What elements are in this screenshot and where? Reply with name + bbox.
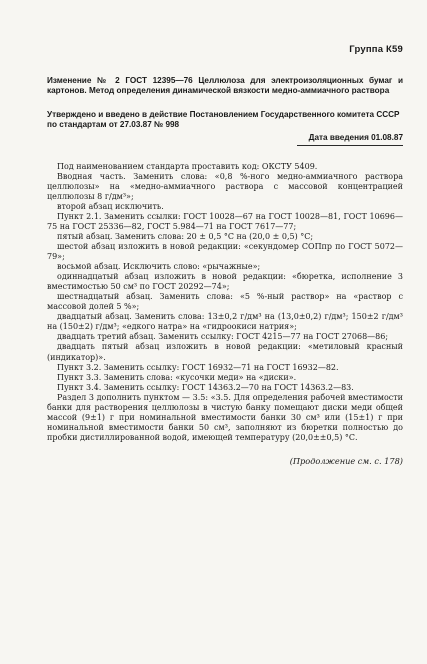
paragraph: Пункт 3.3. Заменить слова: «кусочки меди» на «диски». [57,372,297,382]
paragraph: Пункт 3.4. Заменить ссылку: ГОСТ 14363.2—70 на ГОСТ 14363.2—83. [57,382,354,392]
paragraph: двадцать пятый абзац изложить в новой редакции: «метиловый красный (индикатор)». [47,342,403,362]
divider-line [297,145,403,146]
paragraph: Пункт 2.1. Заменить ссылки: ГОСТ 10028—67 на ГОСТ 10028—81, ГОСТ 10696—75 на ГОСТ 25336—82, ГОСТ 5.984—71 на ГОСТ 7617—77; [47,211,403,231]
continuation-note: (Продолжение см. с. 178) [289,455,403,466]
amendment-body [47,162,403,443]
paragraph: шестой абзац изложить в новой редакции: «секундомер СОПпр по ГОСТ 5072—79»; [47,242,403,262]
amendment-title: Изменение № 2 ГОСТ 12395—76 Целлюлоза для электроизоляционных бумаг и картонов. Метод определения динамической вязкости медно-аммиачного раствора [47,76,403,96]
paragraph: двадцать третий абзац. Заменить ссылку: ГОСТ 4215—77 на ГОСТ 27068—86; [57,332,389,342]
approval-statement: Утверждено и введено в действие Постановлением Государственного комитета СССР по стандартам от 27.03.87 № 998 [47,109,400,130]
paragraph: Пункт 3.2. Заменить ссылку: ГОСТ 16932—71 на ГОСТ 16932—82. [57,362,339,372]
paragraph: Вводная часть. Заменить слова: «0,8 %-ного медно-аммиачного раствора целлюлозы» на «медно-аммиачного раствора с массовой концентрацией целлюлозы 8 г/дм³»; [47,171,403,201]
paragraph: Раздел 3 дополнить пунктом — 3.5: «3.5. Для определения рабочей вместимости банки для растворения целлюлозы в чистую банку помещают диски меди общей массой (9±1) г при номинальной вместимости банки 30 см³ или (15±1) г при номинальной вместимости банки 50 см³, заполняют из бюретки полностью до пробки дистиллированной водой, имеющей температуру (20,0±±0,5) °С. [47,392,403,442]
paragraph: второй абзац исключить. [57,201,164,211]
introduction-date: Дата введения 01.08.87 [308,132,403,142]
paragraph: Под наименованием стандарта проставить код: ОКСТУ 5409. [57,161,318,171]
paragraph: одиннадцатый абзац изложить в новой редакции: «бюретка, исполнение 3 вместимостью 50 см³ по ГОСТ 20292—74»; [47,272,403,292]
group-label: Группа К59 [349,44,403,55]
paragraph: пятый абзац. Заменить слова: 20 ± 0,5 °С на (20,0 ± 0,5) °С; [57,231,314,241]
paragraph: двадцатый абзац. Заменить слова: 13±0,2 г/дм³ на (13,0±0,2) г/дм³; 150±2 г/дм³ на (150±2) г/дм³; «едкого натра» на «гидроокиси натрия»; [47,312,403,332]
paragraph: восьмой абзац. Исключить слово: «рычажные»; [57,262,261,272]
paragraph: шестнадцатый абзац. Заменить слова: «5 %-ный раствор» на «раствор с массовой долей 5 %»; [47,292,403,312]
